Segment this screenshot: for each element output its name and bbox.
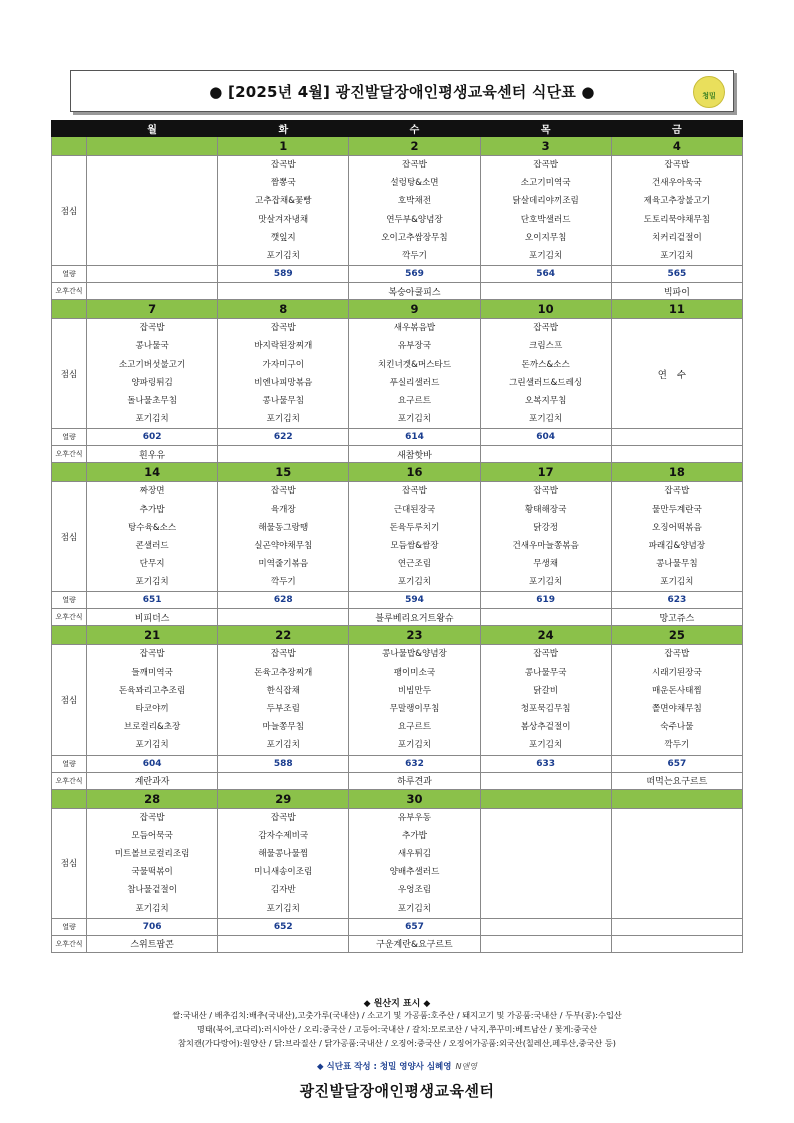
menu-item: 포기김치 (529, 577, 563, 588)
date-row (52, 463, 743, 482)
menu-item: 돈까스&소스 (521, 359, 570, 370)
menu-item: 미트볼브로컬리조림 (114, 848, 190, 859)
kcal-value: 614 (349, 429, 480, 446)
lunch-menu-cell (218, 156, 349, 266)
lunch-menu-cell (218, 319, 349, 429)
menu-item: 포기김치 (397, 740, 432, 751)
date-cell: 25 (611, 626, 742, 645)
menu-item: 새우볶음밥 (393, 323, 436, 334)
menu-item: 유부장국 (397, 341, 432, 352)
menu-item: 잡곡밥 (533, 323, 559, 334)
snack-value (87, 283, 218, 300)
lunch-menu-cell (611, 482, 742, 592)
menu-item: 요구르트 (397, 395, 432, 406)
snack-value: 떠먹는요구르트 (611, 772, 742, 789)
lunch-label: 점심 (52, 319, 87, 429)
snack-value (480, 283, 611, 300)
menu-item: 오복지무침 (524, 395, 567, 406)
menu-item: 잡곡밥 (533, 649, 559, 660)
menu-item: 돌나물초무침 (127, 395, 177, 406)
menu-item: 포기김치 (660, 250, 694, 261)
snack-label: 오후간식 (52, 935, 87, 952)
kcal-value: 632 (349, 755, 480, 772)
menu-item: 포기김치 (266, 414, 300, 425)
menu-item: 돈육두루치기 (389, 522, 440, 533)
snack-label: 오후간식 (52, 772, 87, 789)
date-cell: 9 (349, 300, 480, 319)
lunch-row (52, 482, 743, 592)
menu-item: 육개장 (270, 504, 296, 515)
menu-item: 연두부&양념장 (386, 214, 443, 225)
author-text: ◆ 식단표 작성 : 청밀 영양사 심혜영 (317, 1062, 452, 1072)
lunch-menu-cell (611, 319, 742, 429)
menu-item: 도토리묵야채무침 (643, 214, 711, 225)
menu-item: 들깨미역국 (131, 667, 173, 678)
menu-item: 잡곡밥 (270, 323, 296, 334)
menu-item: 맛살겨자냉채 (258, 214, 309, 225)
lunch-menu-cell (87, 319, 218, 429)
menu-item: 요구르트 (397, 722, 432, 733)
menu-item: 포기김치 (266, 740, 300, 751)
date-cell: 11 (611, 300, 742, 319)
lunch-menu-cell (218, 808, 349, 918)
date-label-cell (52, 463, 87, 482)
lunch-menu-cell (480, 808, 611, 918)
kcal-value: 657 (349, 918, 480, 935)
lunch-menu-cell (611, 808, 742, 918)
menu-item: 매운돈사태찜 (651, 685, 702, 696)
menu-item: 돈육꽈리고추조림 (118, 685, 186, 696)
menu-item: 잡곡밥 (270, 649, 296, 660)
menu-item: 비엔나피망볶음 (254, 377, 313, 388)
date-cell: 3 (480, 137, 611, 156)
lunch-menu-cell (349, 319, 480, 429)
lunch-row (52, 156, 743, 266)
date-cell (87, 137, 218, 156)
menu-item: 바지락된장찌개 (254, 341, 313, 352)
snack-row (52, 772, 743, 789)
organization-name: 광진발달장애인평생교육센터 (299, 1082, 495, 1100)
menu-item: 추가밥 (402, 830, 427, 841)
lunch-row (52, 808, 743, 918)
origin-line-1: 쌀:국내산 / 배추김치:배추(국내산),고춧가루(국내산) / 소고기 및 가공품:호주산 / 돼지고기 및 가공품:국내산 / 두부(콩):수입산 (172, 1010, 622, 1020)
menu-item: 포기김치 (660, 577, 694, 588)
menu-item: 잡곡밥 (664, 486, 690, 497)
date-cell: 7 (87, 300, 218, 319)
author-line (0, 1060, 794, 1072)
origin-line-3: 참치캔(가다랑어):원양산 / 닭:브라질산 / 닭가공품:국내산 / 오징어:중국산 / 오징어가공품:외국산(칠레산,페루산,중국산 등) (178, 1038, 616, 1048)
menu-item: 소고기미역국 (520, 178, 571, 189)
menu-item: 깍두기 (664, 740, 690, 751)
date-cell: 18 (611, 463, 742, 482)
menu-item: 포기김치 (135, 740, 169, 751)
menu-item: 포기김치 (135, 414, 169, 425)
date-cell: 21 (87, 626, 218, 645)
date-row (52, 300, 743, 319)
date-cell: 24 (480, 626, 611, 645)
lunch-row (52, 319, 743, 429)
menu-item: 콘샐러드 (135, 540, 169, 551)
weekday-header: 수 (349, 121, 480, 137)
kcal-value: 602 (87, 429, 218, 446)
snack-value (611, 935, 742, 952)
menu-item: 물만두계란국 (651, 504, 702, 515)
menu-item: 깍두기 (402, 250, 427, 261)
kcal-value: 619 (480, 592, 611, 609)
snack-value: 블루베리요거트왕슈 (349, 609, 480, 626)
kcal-value (480, 918, 611, 935)
menu-item: 호박채전 (397, 196, 432, 207)
snack-value (480, 446, 611, 463)
kcal-label: 열량 (52, 918, 87, 935)
menu-item: 그린샐러드&드레싱 (509, 377, 583, 388)
menu-item: 포기김치 (397, 577, 432, 588)
date-label-cell (52, 789, 87, 808)
menu-item: 고추잡채&꽃빵 (255, 196, 312, 207)
snack-row (52, 935, 743, 952)
date-row (52, 626, 743, 645)
date-label-cell (52, 626, 87, 645)
menu-item: 파래김&양념장 (648, 540, 706, 551)
corner-cell (52, 121, 87, 137)
menu-item: 소고기버섯불고기 (118, 359, 186, 370)
menu-item: 추가밥 (139, 504, 165, 515)
menu-item: 닭갈비 (533, 685, 559, 696)
menu-item: 가자미구이 (262, 359, 305, 370)
menu-item: 팽이미소국 (393, 667, 436, 678)
menu-item: 포기김치 (397, 414, 432, 425)
menu-item: 콩나물밥&양념장 (382, 649, 447, 660)
snack-label: 오후간식 (52, 446, 87, 463)
page-title: ● [2025년 4월] 광진발달장애인평생교육센터 식단표 ● (209, 83, 595, 101)
kcal-value: 657 (611, 755, 742, 772)
kcal-row (52, 429, 743, 446)
date-cell: 10 (480, 300, 611, 319)
date-cell (480, 789, 611, 808)
holiday-text: 연수 (657, 369, 697, 381)
menu-item: 모듬어묵국 (131, 830, 173, 841)
menu-item: 잡곡밥 (402, 160, 427, 171)
lunch-menu-cell (218, 482, 349, 592)
kcal-label: 열량 (52, 755, 87, 772)
snack-value: 하루견과 (349, 772, 480, 789)
menu-item: 봄상추겉절이 (520, 722, 571, 733)
menu-item: 잡곡밥 (270, 812, 296, 823)
menu-item: 해물동그랑땡 (258, 522, 309, 533)
menu-item: 황태해장국 (524, 504, 567, 515)
menu-item: 포기김치 (529, 740, 563, 751)
menu-item: 국물떡볶이 (131, 867, 173, 878)
snack-value (218, 609, 349, 626)
title-box (70, 70, 734, 112)
snack-value: 구운계란&요구르트 (349, 935, 480, 952)
date-cell: 2 (349, 137, 480, 156)
lunch-label: 점심 (52, 808, 87, 918)
snack-row (52, 609, 743, 626)
snack-value (218, 772, 349, 789)
kcal-label: 열량 (52, 266, 87, 283)
menu-item: 청포묵김무침 (520, 704, 571, 714)
menu-item: 잡곡밥 (402, 486, 427, 497)
menu-item: 김자반 (270, 885, 296, 896)
menu-item: 새우튀김 (397, 848, 432, 859)
kcal-value: 706 (87, 918, 218, 935)
menu-item: 오이고추쌈장무침 (381, 232, 448, 243)
menu-item: 잡곡밥 (533, 160, 559, 171)
menu-item: 연근조림 (397, 559, 432, 570)
lunch-menu-cell (218, 645, 349, 755)
menu-item: 짜장면 (139, 486, 165, 497)
menu-item: 해물콩나물찜 (258, 848, 309, 859)
kcal-label: 열량 (52, 429, 87, 446)
menu-item: 시래기된장국 (651, 667, 702, 678)
snack-value: 망고쥬스 (611, 609, 742, 626)
snack-value: 빅파이 (611, 283, 742, 300)
menu-item: 탕수육&소스 (127, 522, 177, 533)
kcal-value: 628 (218, 592, 349, 609)
weekday-header: 월 (87, 121, 218, 137)
kcal-value: 652 (218, 918, 349, 935)
kcal-value: 651 (87, 592, 218, 609)
date-cell: 15 (218, 463, 349, 482)
origin-title: ◆ 원산지 표시 ◆ (363, 999, 431, 1009)
lunch-menu-cell (349, 482, 480, 592)
menu-item: 쫄면야채무침 (651, 704, 702, 714)
menu-item: 건새우마늘쫑볶음 (512, 540, 579, 551)
cheongmil-logo (693, 76, 725, 108)
kcal-value: 604 (480, 429, 611, 446)
menu-item: 포기김치 (135, 577, 169, 588)
date-cell: 17 (480, 463, 611, 482)
kcal-value: 565 (611, 266, 742, 283)
menu-item: 포기김치 (266, 250, 300, 261)
lunch-menu-cell (480, 156, 611, 266)
kcal-value: 588 (218, 755, 349, 772)
menu-item: 콩나물국 (135, 341, 169, 352)
snack-value: 스위트팝콘 (87, 935, 218, 952)
menu-item: 잡곡밥 (270, 160, 296, 171)
menu-item: 포기김치 (529, 250, 563, 261)
menu-item: 오징어떡볶음 (651, 522, 702, 533)
snack-value (218, 446, 349, 463)
lunch-label: 점심 (52, 482, 87, 592)
date-cell: 28 (87, 789, 218, 808)
snack-value: 복숭아쿨피스 (349, 283, 480, 300)
menu-item: 무생채 (533, 559, 559, 570)
menu-item: 콩나물무침 (656, 559, 698, 570)
menu-item: 콩나물무국 (524, 667, 567, 678)
kcal-row (52, 918, 743, 935)
lunch-menu-cell (611, 156, 742, 266)
snack-value (480, 935, 611, 952)
kcal-value: 633 (480, 755, 611, 772)
snack-row (52, 446, 743, 463)
lunch-row (52, 645, 743, 755)
menu-item: 잡곡밥 (664, 160, 690, 171)
date-cell: 16 (349, 463, 480, 482)
menu-item: 근대된장국 (393, 504, 436, 515)
snack-value (480, 609, 611, 626)
menu-item: 감자수제비국 (258, 830, 309, 841)
menu-item: 한식잡채 (266, 685, 300, 696)
date-cell: 30 (349, 789, 480, 808)
lunch-menu-cell (349, 156, 480, 266)
date-cell: 23 (349, 626, 480, 645)
kcal-value: 589 (218, 266, 349, 283)
snack-value: 새참핫바 (349, 446, 480, 463)
date-cell: 1 (218, 137, 349, 156)
lunch-menu-cell (87, 808, 218, 918)
menu-item: 잡곡밥 (664, 649, 690, 660)
lunch-menu-cell (87, 482, 218, 592)
menu-item: 무말랭이무침 (389, 704, 440, 714)
snack-value: 계란과자 (87, 772, 218, 789)
menu-item: 포기김치 (529, 414, 563, 425)
kcal-value: 569 (349, 266, 480, 283)
menu-table (51, 120, 743, 953)
menu-item: 마늘쫑무침 (262, 722, 305, 733)
menu-item: 비빔만두 (397, 685, 432, 696)
menu-item: 모듬쌈&쌈장 (390, 540, 439, 551)
menu-item: 크림스프 (529, 341, 563, 352)
menu-item: 콩나물무침 (262, 395, 305, 406)
kcal-value: 604 (87, 755, 218, 772)
menu-item: 깍두기 (270, 577, 296, 588)
menu-item: 닭살데리야끼조림 (512, 196, 579, 207)
lunch-label: 점심 (52, 156, 87, 266)
kcal-row (52, 592, 743, 609)
menu-item: 닭강정 (533, 522, 559, 533)
snack-label: 오후간식 (52, 283, 87, 300)
menu-item: 설렁탕&소면 (390, 178, 439, 189)
snack-value (218, 935, 349, 952)
date-cell: 4 (611, 137, 742, 156)
snack-row (52, 283, 743, 300)
lunch-menu-cell (480, 319, 611, 429)
menu-item: 돈육고추장찌개 (254, 667, 313, 678)
lunch-menu-cell (611, 645, 742, 755)
menu-item: 단무지 (139, 559, 165, 570)
date-cell: 8 (218, 300, 349, 319)
weekday-header: 금 (611, 121, 742, 137)
kcal-value: 623 (611, 592, 742, 609)
menu-item: 포기김치 (135, 903, 169, 914)
lunch-menu-cell (87, 156, 218, 266)
kcal-value (87, 266, 218, 283)
menu-item: 잡곡밥 (139, 649, 165, 660)
menu-item: 제육고추장불고기 (643, 196, 711, 207)
kcal-value (611, 918, 742, 935)
kcal-value: 564 (480, 266, 611, 283)
menu-item: 우엉조림 (397, 885, 432, 896)
lunch-menu-cell (349, 645, 480, 755)
menu-item: 건새우아욱국 (651, 178, 702, 189)
menu-item: 양파링튀김 (131, 377, 173, 388)
menu-item: 포기김치 (266, 903, 300, 914)
lunch-menu-cell (480, 645, 611, 755)
snack-label: 오후간식 (52, 609, 87, 626)
menu-item: 푸실리샐러드 (389, 377, 440, 388)
kcal-row (52, 755, 743, 772)
snack-value (218, 283, 349, 300)
weekday-header: 화 (218, 121, 349, 137)
snack-value: 비피더스 (87, 609, 218, 626)
lunch-menu-cell (87, 645, 218, 755)
date-label-cell (52, 137, 87, 156)
logo-text: 청밀 (702, 92, 716, 100)
menu-item: 두부조림 (266, 704, 300, 714)
snack-value: 흰우유 (87, 446, 218, 463)
menu-item: 참나물겉절이 (127, 885, 177, 896)
kcal-row (52, 266, 743, 283)
lunch-menu-cell (349, 808, 480, 918)
weekday-header: 목 (480, 121, 611, 137)
menu-item: 미역줄기볶음 (258, 559, 309, 570)
menu-item: 잡곡밥 (139, 812, 165, 823)
weekday-header-row (52, 121, 743, 137)
lunch-label: 점심 (52, 645, 87, 755)
menu-item: 잡곡밥 (139, 323, 165, 334)
menu-item: 짬뽕국 (270, 178, 296, 189)
kcal-value (611, 429, 742, 446)
date-cell: 29 (218, 789, 349, 808)
menu-item: 오이지무침 (524, 232, 567, 243)
origin-line-2: 명태(북어,코다리):러시아산 / 오리:중국산 / 고등어:국내산 / 갈치:모로코산 / 낙지,쭈꾸미:베트남산 / 꽃게:중국산 (196, 1024, 598, 1034)
menu-item: 포기김치 (397, 903, 432, 914)
date-cell: 22 (218, 626, 349, 645)
snack-value (611, 446, 742, 463)
date-row (52, 789, 743, 808)
signature: N앤영 (455, 1062, 477, 1071)
lunch-menu-cell (480, 482, 611, 592)
menu-item: 깻잎지 (270, 232, 296, 243)
kcal-label: 열량 (52, 592, 87, 609)
menu-item: 숙주나물 (660, 722, 694, 733)
menu-item: 브로컬리&초장 (123, 722, 181, 733)
menu-item: 미니새송이조림 (254, 867, 313, 878)
kcal-value: 622 (218, 429, 349, 446)
menu-item: 실곤약야채무침 (254, 540, 313, 551)
date-label-cell (52, 300, 87, 319)
date-cell (611, 789, 742, 808)
menu-item: 치킨너겟&머스타드 (377, 359, 452, 370)
menu-item: 단호박샐러드 (520, 214, 571, 225)
menu-item: 잡곡밥 (533, 486, 559, 497)
snack-value (480, 772, 611, 789)
menu-item: 양배추샐러드 (389, 867, 440, 878)
menu-item: 잡곡밥 (270, 486, 296, 497)
date-row (52, 137, 743, 156)
menu-item: 치커리겉절이 (651, 232, 702, 243)
menu-item: 유부우동 (397, 812, 432, 823)
date-cell: 14 (87, 463, 218, 482)
kcal-value: 594 (349, 592, 480, 609)
menu-item: 타코야끼 (135, 704, 169, 714)
